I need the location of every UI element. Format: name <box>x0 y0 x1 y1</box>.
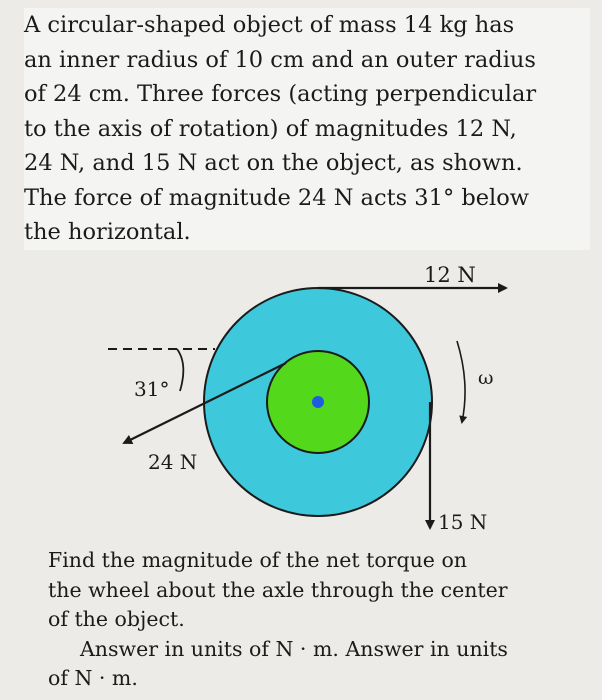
question-line: the wheel about the axle through the center <box>48 577 508 602</box>
question-line: Find the magnitude of the net torque on <box>48 548 467 572</box>
problem-line: 24 N, and 15 N act on the object, as shown. <box>24 146 590 181</box>
omega-label: ω <box>478 367 494 389</box>
force-12n-label: 12 N <box>424 263 476 287</box>
torque-diagram <box>0 250 602 540</box>
problem-line: the horizontal. <box>24 215 590 250</box>
question-line: of the object. <box>48 607 185 631</box>
problem-line: A circular-shaped object of mass 14 kg has <box>24 8 590 43</box>
angle-arc <box>177 349 183 391</box>
problem-line: The force of magnitude 24 N acts 31° below <box>24 181 590 216</box>
problem-line: an inner radius of 10 cm and an outer radius <box>24 43 590 78</box>
angle-label: 31° <box>134 377 170 401</box>
axle-dot <box>312 396 324 408</box>
problem-statement <box>24 8 590 250</box>
force-24n-label: 24 N <box>148 450 198 474</box>
force-15n-label: 15 N <box>438 510 488 534</box>
answer-units-line: Answer in units of N · m. Answer in units <box>80 636 508 661</box>
answer-units-line: of N · m. <box>48 666 138 690</box>
problem-line: of 24 cm. Three forces (acting perpendicular <box>24 77 590 112</box>
problem-line: to the axis of rotation) of magnitudes 12 N, <box>24 112 590 147</box>
rotation-arrow <box>457 341 465 422</box>
question <box>48 546 588 694</box>
